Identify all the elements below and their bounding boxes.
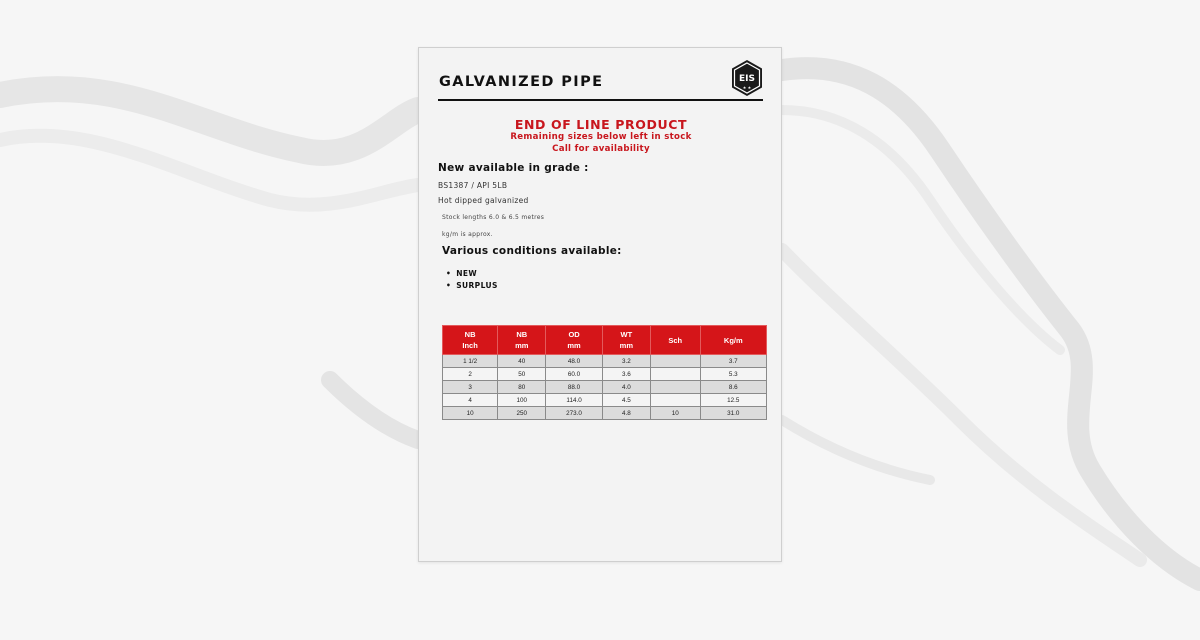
table-cell: 3.6 (602, 368, 650, 381)
table-cell: 5.3 (700, 368, 766, 381)
header-line: Inch (462, 341, 478, 350)
table-cell: 48.0 (546, 355, 602, 368)
notice-line-call: Call for availability (552, 144, 650, 154)
grade-heading: New available in grade : (438, 162, 589, 174)
table-cell: 3.7 (700, 355, 766, 368)
svg-text:EIS: EIS (739, 74, 755, 84)
column-header-nb-mm (498, 326, 546, 355)
notice-line-stock: Remaining sizes below left in stock (510, 132, 692, 142)
header-line: mm (619, 341, 633, 350)
table-cell: 88.0 (546, 381, 602, 394)
table-cell: 12.5 (700, 394, 766, 407)
note-weight: kg/m is approx. (442, 231, 493, 238)
header-line: Sch (668, 335, 683, 345)
table-cell: 114.0 (546, 394, 602, 407)
note-stock-lengths: Stock lengths 6.0 & 6.5 metres (442, 214, 545, 221)
header-line: mm (567, 341, 581, 350)
table-cell (650, 368, 700, 381)
table-cell: 4.0 (602, 381, 650, 394)
table-row (443, 381, 767, 394)
table-cell: 10 (650, 407, 700, 420)
column-header-kg-m (700, 326, 766, 355)
header-line: NB (464, 330, 476, 339)
header-line: WT (620, 330, 633, 339)
table-cell: 80 (498, 381, 546, 394)
notice-headline: END OF LINE PRODUCT (514, 117, 688, 132)
condition-item: • SURPLUS (446, 280, 498, 292)
column-header-wt-mm (602, 326, 650, 355)
header-line: NB (516, 330, 528, 339)
table-cell (650, 394, 700, 407)
table-cell: 31.0 (700, 407, 766, 420)
title-divider (438, 99, 763, 101)
table-cell: 3 (443, 381, 498, 394)
table-cell: 250 (498, 407, 546, 420)
table-cell: 100 (498, 394, 546, 407)
table-cell: 10 (443, 407, 498, 420)
table-header-row (443, 326, 767, 355)
table-row (443, 407, 767, 420)
table-cell: 4.8 (602, 407, 650, 420)
pipe-size-table (442, 325, 767, 420)
table-row (443, 368, 767, 381)
table-cell: 4 (443, 394, 498, 407)
header-line: Kg/m (723, 335, 743, 345)
company-logo (730, 59, 764, 97)
table-cell: 60.0 (546, 368, 602, 381)
table-cell: 4.5 (602, 394, 650, 407)
conditions-list (446, 268, 498, 292)
svg-text:★ ★: ★ ★ (742, 85, 752, 90)
spec-standard: BS1387 / API 5LB (438, 181, 508, 190)
table-cell: 2 (443, 368, 498, 381)
logo-badge-icon (730, 59, 764, 97)
table-cell: 1 1/2 (443, 355, 498, 368)
table-cell (650, 355, 700, 368)
column-header-od-mm (546, 326, 602, 355)
column-header-nb-inch (443, 326, 498, 355)
table-cell: 8.6 (700, 381, 766, 394)
table-row (443, 355, 767, 368)
table-cell: 3.2 (602, 355, 650, 368)
conditions-heading: Various conditions available: (442, 245, 622, 257)
document-title: GALVANIZED PIPE (439, 74, 604, 90)
spec-finish: Hot dipped galvanized (438, 196, 529, 205)
header-line: mm (515, 341, 529, 350)
header-line: OD (568, 330, 580, 339)
condition-item: • NEW (446, 268, 498, 280)
table-cell: 40 (498, 355, 546, 368)
table-cell: 273.0 (546, 407, 602, 420)
column-header-sch (650, 326, 700, 355)
table-cell: 50 (498, 368, 546, 381)
product-sheet (418, 47, 782, 562)
table-row (443, 394, 767, 407)
table-cell (650, 381, 700, 394)
